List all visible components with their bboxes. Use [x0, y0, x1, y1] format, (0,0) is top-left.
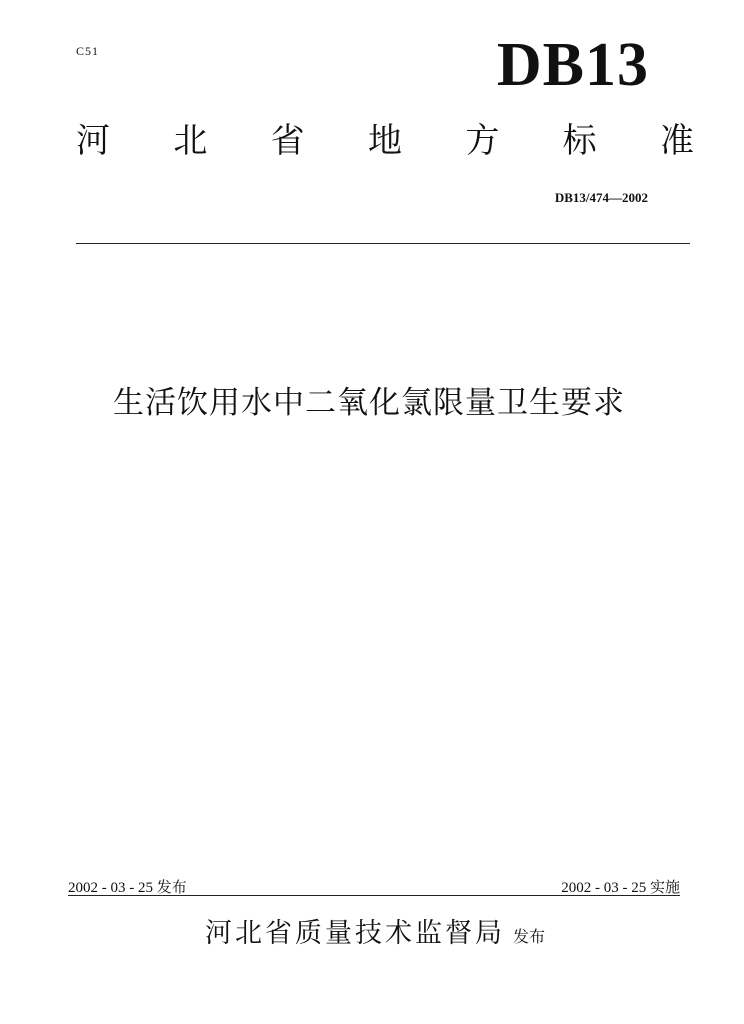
document-title: 生活饮用水中二氧化氯限量卫生要求: [113, 385, 625, 421]
standard-type-char: 地: [367, 121, 402, 161]
standard-type-char: 标: [562, 121, 597, 161]
standard-type-char: 准: [659, 121, 694, 161]
issuing-authority: 河北省质量技术监督局: [204, 918, 505, 949]
db13-logo: DB13: [496, 31, 649, 99]
implementation-date: 2002 - 03 - 25 实施: [561, 880, 680, 896]
issue-date: 2002 - 03 - 25 发布: [68, 880, 187, 896]
footer-divider: [68, 895, 680, 896]
standard-type-char: 北: [173, 121, 208, 161]
issuer-action: 发布: [512, 927, 545, 946]
standard-type-heading: [76, 121, 694, 161]
standard-type-char: 省: [270, 121, 305, 161]
standard-type-char: 方: [465, 121, 500, 161]
issuer-line: [0, 920, 744, 947]
standard-number: DB13/474—2002: [554, 190, 648, 205]
ccs-classification-code: C51: [76, 44, 100, 58]
header-divider: [76, 243, 690, 244]
standard-type-char: 河: [76, 121, 110, 161]
